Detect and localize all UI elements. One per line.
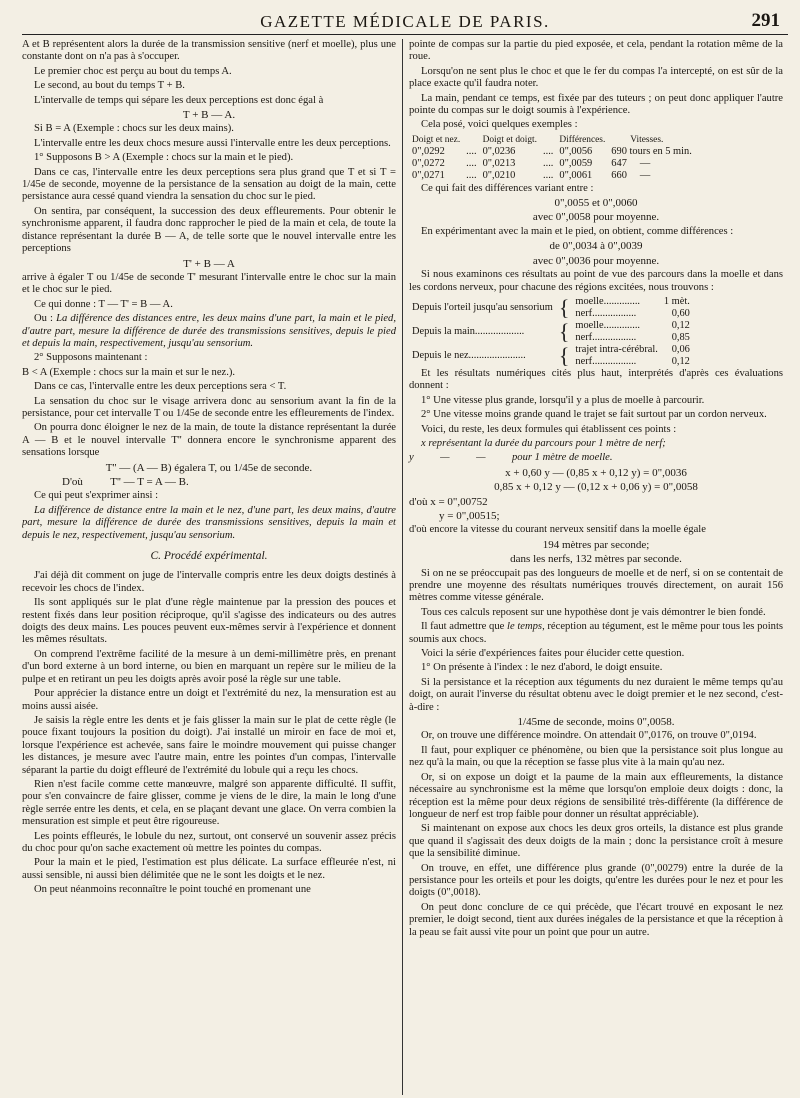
table-cell: 690 tours en 5 min. [611,146,692,158]
results-table [409,134,695,183]
pathway-row [409,320,693,332]
table-cell: .... [466,170,477,182]
table-cell: 0",0056 [559,146,593,158]
paragraph: Et les résultats numériques cités plus haut, interprétés d'après ces évaluations donnent : [409,367,783,392]
text-span: Il faut admettre que [421,621,508,633]
paragraph: 1° On présente à l'index : le nez d'abord, le doigt ensuite. [421,662,663,674]
table-header: Doigt et doigt. [482,134,537,145]
paragraph: Cela posé, voici quelques exemples : [421,119,578,131]
paragraph: On peut néanmoins reconnaître le point touché en promenant une [34,884,311,896]
section-heading: C. Procédé expérimental. [150,550,268,563]
formula: D'où T'' — T = A — B. [62,476,189,488]
paragraph: Ce qui donne : T — T' = B — A. [34,298,173,310]
paragraph: Si la persistance et la réception aux téguments du nez duraient le même temps qu'au doigt, on aurait l'inverse du résultat obtenu avec le doigt premier et le nez second, c'est-à-dire : [409,676,783,713]
paragraph: Je saisis la règle entre les dents et je fais glisser la main sur le plat de cette règle (le pouce fixant toujours la position du doigt). J'ai installé un miroir en face de moi et, lorsque l'expérience est achevée, sans faire le moindre mouvement qui puisse changer les distances, je mesure avec l'autre main, entre les pointes d'un compas, l'intervalle séparant la partie du doigt effleuré de l'extrémité du lobule qui a reçu les chocs. [22,714,396,776]
paragraph: On peut donc conclure de ce qui précède, que l'écart trouvé en exposant le nez premier, le doigt second, tient aux durées inégales de la persistance et que la réception à la peau se fait aussi vite pour un point que pour un autre. [409,901,783,938]
paragraph: 2° Une vitesse moins grande quand le trajet se fait surtout par un cordon nerveux. [421,409,767,421]
paragraph: L'intervalle entre les deux chocs mesure aussi l'intervalle entre les deux perceptions. [34,137,391,149]
pathway-segment: nerf................. [575,355,637,367]
italic-statement: La différence de distance entre la main et le nez, d'une part, les deux mains, d'autre part, mesure la différence de durée des transmissions sensitives, depuis la main et depuis le nez, respectivement, jusqu'au sensorium. [22,504,396,541]
paragraph [409,621,783,646]
brace-icon: { [558,318,570,344]
table-cell: .... [543,146,554,158]
pathway-table [409,296,693,368]
table-header: Vitesses. [630,134,664,145]
table-row [409,158,695,170]
pathway-value: 0,85 [671,331,690,343]
paragraph: Pour apprécier la distance entre un doigt et l'extrémité du nez, la mensuration est au moins aussi aisée. [22,688,396,712]
table-header: Doigt et nez. [412,134,461,145]
table-row [409,146,695,158]
paragraph: Lorsqu'on ne sent plus le choc et que le fer du compas l'a intercepté, on est sûr de la place exacte qu'il faudra noter. [409,65,783,90]
table-cell: .... [466,146,477,158]
formula: d'où x = 0",00752 [409,495,488,508]
table-cell: 660 — [611,170,651,182]
pathway-row [409,296,693,308]
paragraph: Or, si on expose un doigt et la paume de la main aux effleurements, la distance nécessaire au synchronisme est la même que lorsqu'on emploie deux doigts : donc, la réception est la même pour deux régions de sensibilité très-différente (la différence de longueur de nerf est trop faible pour donner un résultat appréciable). [409,771,783,820]
paragraph: arrive à égaler T ou 1/45e de seconde T' mesurant l'intervalle entre le choc sur la main et le choc sur le pied. [22,271,396,296]
paragraph: On comprend l'extrême facilité de la mesure à un demi-millimètre près, en prenant d'un bord externe à un bord interne, ou bien en marquant un repère sur le milieu de la pulpe et en retirant un peu les doigts après avoir posé la règle sur une table. [22,648,396,685]
paragraph: Si maintenant on expose aux chocs les deux gros orteils, la distance est plus grande que quand il s'agissait des deux doigts de la main ; donc la persistance croît à mesure que la sensibilité diminue. [409,823,783,860]
paragraph: La main, pendant ce temps, est fixée par des tuteurs ; on peut donc appliquer l'autre pointe du compas sur le doigt soumis à l'expérience. [409,92,783,117]
paragraph: Voici la série d'expériences faites pour élucider cette question. [421,648,685,660]
paragraph: y — — pour 1 mètre de moelle. [409,452,613,464]
paragraph: Dans ce cas, l'intervalle entre les deux perceptions sera plus grand que T et si T = 1/45e de seconde, moyenne de la persistance de la sensation au doigt de la main, cette persistance aura cessé quand viendra la sensation du choc sur le pied. [22,166,396,203]
page-number: 291 [751,10,780,31]
paragraph: Le second, au bout du temps T + B. [34,80,185,92]
paragraph: On pourra donc éloigner le nez de la main, de toute la distance représentant la durée A — B et le nouvel intervalle T'' donnera encore le synchronisme apparent des sensations lorsque [22,422,396,459]
paragraph: Si B = A (Exemple : chocs sur les deux mains). [34,123,234,135]
table-cell: 0",0292 [412,146,445,158]
pathway-label: Depuis le nez...................... [412,349,526,361]
text-span: , réception au tégument, est le même pour tous les points soumis aux chocs. [409,621,783,645]
paragraph: Si nous examinons ces résultats au point de vue des parcours dans la moelle et dans les cordons nerveux, pour chacune des régions excitées, nous trouvons : [409,269,783,293]
pathway-value: 1 mèt. [663,295,690,307]
pathway-segment: moelle.............. [575,319,641,331]
table-row [409,170,695,182]
brace-icon: { [558,342,570,368]
paragraph: x représentant la durée du parcours pour 1 mètre de nerf; [421,437,666,449]
table-cell: 0",0210 [482,170,516,182]
table-cell: .... [543,170,554,182]
paragraph: Dans ce cas, l'intervalle entre les deux perceptions sera < T. [34,381,287,393]
pathway-segment: trajet intra-cérébral. [575,343,658,355]
pathway-segment: nerf................. [575,331,637,343]
table-header-row [409,134,695,146]
pathway-segment: nerf................. [575,307,637,319]
table-cell: .... [543,158,554,170]
page-header [22,8,788,35]
paragraph: Il faut, pour expliquer ce phénomène, ou bien que la persistance soit plus longue au nez qu'à la main, ou que la réception se fasse plus vite à la main qu'au nez. [409,744,783,769]
paragraph: 2° Supposons maintenant : [34,352,148,364]
paragraph: On sentira, par conséquent, la succession des deux effleurements. Pour obtenir le synchronisme apparent, il faudra donc rapprocher le pied de la main et cela, de toute la distance représentant la durée B — A, de telle sorte que le nouvel intervalle entre les perceptions [22,205,396,255]
formula: 194 mètres par seconde; [542,538,650,551]
pathway-value: 0,12 [671,319,690,331]
table-cell: 0",0059 [559,158,593,170]
formula: avec 0",0036 pour moyenne. [532,254,660,267]
formula: T' + B — A [183,257,235,270]
paragraph: En expérimentant avec la main et le pied, on obtient, comme différences : [421,225,734,237]
paragraph: Or, on trouve une différence moindre. On attendait 0",0176, on trouve 0",0194. [421,730,757,742]
formula: y = 0",00515; [439,509,500,522]
paragraph: La sensation du choc sur le visage arrivera donc au sensorium avant la fin de la persistance, pour cet intervalle T ou 1/45e de seconde entre les effleurements de l'index. [22,395,396,419]
paragraph: L'intervalle de temps qui sépare les deux perceptions est donc égal à [34,94,324,106]
table-cell: 0",0236 [482,146,516,158]
formula: 0,85 x + 0,12 y — (0,12 x + 0,06 y) = 0",0058 [494,481,698,494]
paragraph: 1° Une vitesse plus grande, lorsqu'il y a plus de moelle à parcourir. [421,394,705,406]
paragraph: Ce qui fait des différences variant entre : [421,182,594,194]
formula: 1/45me de seconde, moins 0",0058. [517,716,675,729]
table-header: Différences. [559,134,606,145]
formula: de 0",0034 à 0",0039 [549,240,643,253]
paragraph: B < A (Exemple : chocs sur la main et sur le nez.). [22,366,236,378]
italic-term: le temps [507,621,543,633]
pathway-value: 0,60 [671,307,690,319]
paragraph: pointe de compas sur la partie du pied exposée, et cela, pendant la rotation même de la roue. [409,39,783,63]
pathway-value: 0,12 [671,355,690,367]
text-columns [22,39,788,1095]
text-span: Ou : [34,313,57,325]
formula: 0",0055 et 0",0060 [554,197,638,210]
table-cell: 0",0272 [412,158,445,170]
formula: x + 0,60 y — (0,85 x + 0,12 y) = 0",0036 [505,466,687,479]
left-column [22,39,402,1095]
paragraph: Pour la main et le pied, l'estimation est plus délicate. La surface effleurée n'est, ni aussi sensible, ni aussi bien délimitée que ne le sont les doigts et le nez. [22,857,396,881]
paragraph: d'où encore la vitesse du courant nerveux sensitif dans la moelle égale [409,524,706,536]
paragraph: Ce qui peut s'exprimer ainsi : [34,490,159,502]
table-cell: 0",0271 [412,170,445,182]
table-cell: 0",0213 [482,158,516,170]
table-cell: 647 — [611,158,651,170]
paragraph [22,313,396,350]
paragraph: 1° Supposons B > A (Exemple : chocs sur la main et le pied). [34,152,294,164]
brace-icon: { [558,294,570,320]
pathway-label: Depuis l'orteil jusqu'au sensorium [412,301,553,313]
paragraph: Voici, du reste, les deux formules qui établissent ces points : [421,423,677,435]
paragraph: Les points effleurés, le lobule du nez, surtout, ont conservé un souvenir assez précis du choc pour qu'on sache exactement où mettre les pointes du compas. [22,830,396,854]
pathway-segment: moelle.............. [575,295,641,307]
right-column [403,39,783,1095]
paragraph: Tous ces calculs reposent sur une hypothèse dont je vais démontrer le bien fondé. [421,606,766,618]
formula: T + B — A. [182,109,236,122]
paragraph: On trouve, en effet, une différence plus grande (0",00279) entre la durée de la persistance pour les orteils et pour les doigts, qu'entre les durées pour le nez et pour les doigts (0",0018). [409,862,783,899]
italic-statement: La différence des distances entre, les deux mains d'une part, la main et le pied, d'autre part, mesure la différence de durée des transmissions sensitives, depuis le pied et depuis la main, respectivement, jusqu'au sensorium. [22,313,397,349]
pathway-value: 0,06 [671,343,690,355]
journal-title: GAZETTE MÉDICALE DE PARIS. [260,12,550,31]
formula: avec 0",0058 pour moyenne. [532,211,660,224]
formula: T'' — (A — B) égalera T, ou 1/45e de seconde. [105,461,313,474]
paragraph: Ils sont appliqués sur le plat d'une règle maintenue par la pression des pouces et restent fixés dans leur position réciproque, qu'il s'agisse des indicateurs ou des autres doigts des deux mains. Les pouces peuvent eux-mêmes servir à l'expérience et donnent les mêmes résultats. [22,597,396,646]
table-cell: .... [466,158,477,170]
pathway-row [409,344,693,356]
paragraph: Si on ne se préoccupait pas des longueurs de moelle et de nerf, si on se contentait de prendre une moyenne des résultats numériques trouvés directement, on aurait 156 mètres comme vitesse générale. [409,567,783,604]
table-cell: 0",0061 [559,170,593,182]
formula: dans les nerfs, 132 mètres par seconde. [510,553,682,566]
paragraph: A et B représentent alors la durée de la transmission sensitive (nerf et moelle), plus une constante dont on n'a pas à s'occuper. [22,39,396,63]
pathway-label: Depuis la main................... [412,325,525,337]
paragraph: Rien n'est facile comme cette manœuvre, malgré son apparente difficulté. Il suffit, pour s'en convaincre de faire glisser, comme je viens de le dire, la main le long d'une règle serrée entre les dents, et cela, en se plaçant devant une glace. On verra combien la mensuration est simple et peut être rigoureuse. [22,778,396,828]
paragraph: Le premier choc est perçu au bout du temps A. [34,65,232,77]
paragraph: J'ai déjà dit comment on juge de l'intervalle compris entre les deux doigts destinés à recevoir les chocs de l'index. [22,570,396,594]
